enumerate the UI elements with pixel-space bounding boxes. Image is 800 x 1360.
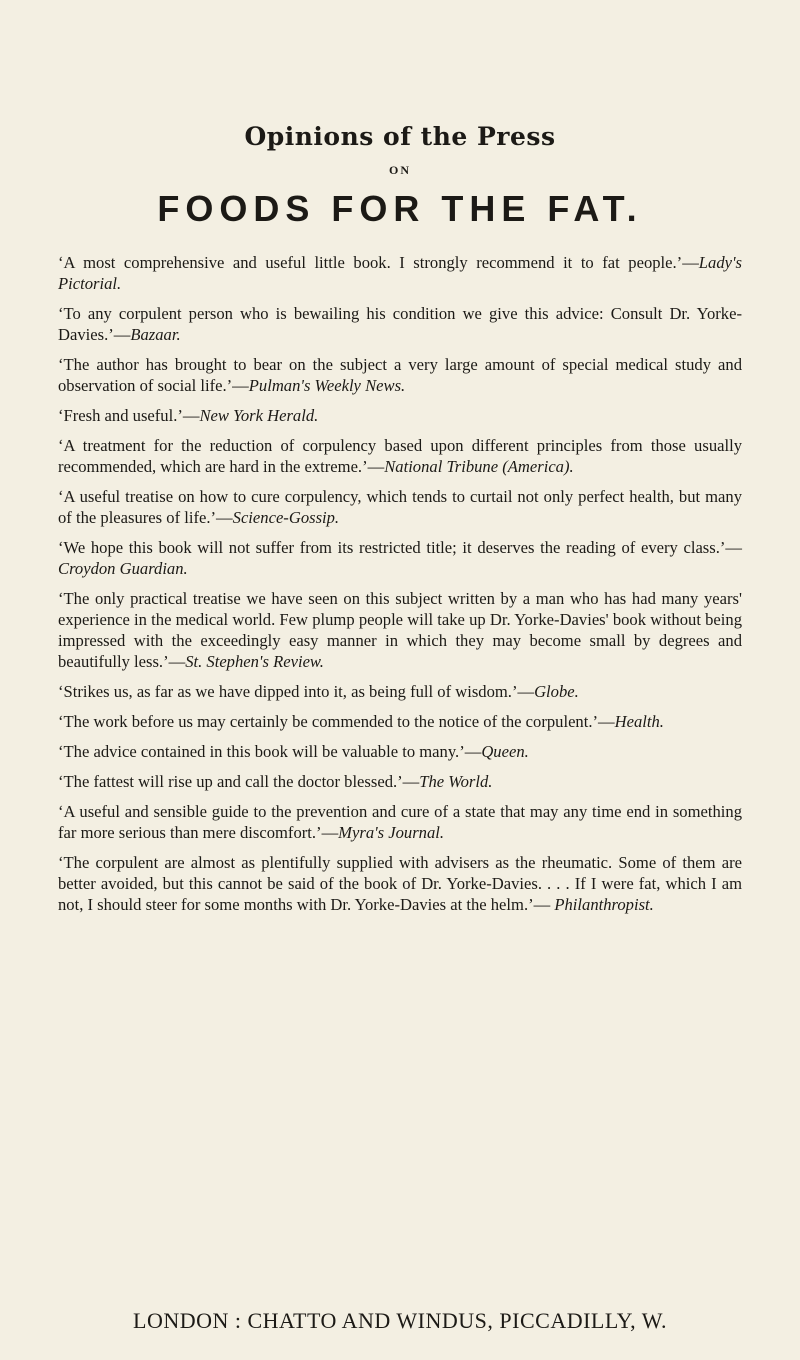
review-source: Lady's Pictorial.	[58, 253, 742, 293]
review-item	[58, 588, 742, 672]
review-item	[58, 537, 742, 579]
review-item	[58, 852, 742, 915]
review-source: Queen.	[481, 742, 529, 761]
review-source: Myra's Journal.	[338, 823, 445, 842]
review-item	[58, 741, 742, 762]
review-text: ‘Fresh and useful.’—	[58, 406, 200, 425]
review-text: ‘A useful and sensible guide to the prevention and cure of a state that may any time end in something far more serious than mere discomfort.’—	[58, 802, 742, 842]
review-source: Pulman's Weekly News.	[248, 376, 406, 395]
review-item	[58, 681, 742, 702]
review-source: Science-Gossip.	[232, 508, 340, 527]
heading-connector: ON	[389, 163, 411, 177]
review-source: Bazaar.	[130, 325, 181, 344]
review-text: ‘The advice contained in this book will be valuable to many.’—	[58, 742, 482, 761]
review-item	[58, 801, 742, 843]
review-item	[58, 252, 742, 294]
page-heading: Opinions of the Press	[244, 122, 556, 151]
review-text: ‘To any corpulent person who is bewailing his condition we give this advice: Consult Dr. Yorke-Davies.’—	[58, 304, 742, 344]
reviews-list	[58, 252, 742, 915]
review-text: ‘The corpulent are almost as plentifully supplied with advisers as the rheumatic. Some of them are better avoided, but this cannot be said of the book of Dr. Yorke-Davies. . . . If I were fat, which I am not, I should steer for some months with Dr. Yorke-Davies at the helm.’—	[58, 853, 742, 914]
review-source: Philanthropist.	[554, 895, 654, 914]
review-item	[58, 435, 742, 477]
review-source: National Tribune (America).	[384, 457, 574, 476]
review-item	[58, 405, 742, 426]
review-text: ‘The work before us may certainly be commended to the notice of the corpulent.’—	[58, 712, 615, 731]
review-source: The World.	[419, 772, 493, 791]
review-text: ‘A useful treatise on how to cure corpulency, which tends to curtail not only perfect health, but many of the pleasures of life.’—	[58, 487, 742, 527]
review-source: Croydon Guardian.	[58, 559, 188, 578]
review-text: ‘The fattest will rise up and call the doctor blessed.’—	[58, 772, 420, 791]
review-text: ‘A most comprehensive and useful little book. I strongly recommend it to fat people.’—	[58, 253, 699, 272]
review-item	[58, 711, 742, 732]
review-item	[58, 771, 742, 792]
publisher-imprint: LONDON : CHATTO AND WINDUS, PICCADILLY, W.	[133, 1308, 667, 1333]
review-text: ‘Strikes us, as far as we have dipped into it, as being full of wisdom.’—	[58, 682, 535, 701]
review-text: ‘A treatment for the reduction of corpulency based upon different principles from those usually recommended, which are hard in the extreme.’—	[58, 436, 742, 476]
review-text: ‘We hope this book will not suffer from its restricted title; it deserves the reading of every class.’—	[58, 538, 742, 557]
review-text: ‘The author has brought to bear on the subject a very large amount of special medical study and observation of social life.’—	[58, 355, 742, 395]
review-source: New York Herald.	[199, 406, 319, 425]
review-source: St. Stephen's Review.	[185, 652, 324, 671]
review-item	[58, 486, 742, 528]
review-source: Globe.	[534, 682, 579, 701]
review-item	[58, 354, 742, 396]
review-source: Health.	[614, 712, 664, 731]
book-title: FOODS FOR THE FAT.	[157, 188, 643, 229]
review-text: ‘The only practical treatise we have seen on this subject written by a man who has had many years' experience in the medical world. Few plump people will take up Dr. Yorke-Davies' book without being impressed with the exceedingly easy manner in which they may become small by degrees and beautifully less.’—	[58, 589, 742, 671]
review-item	[58, 303, 742, 345]
